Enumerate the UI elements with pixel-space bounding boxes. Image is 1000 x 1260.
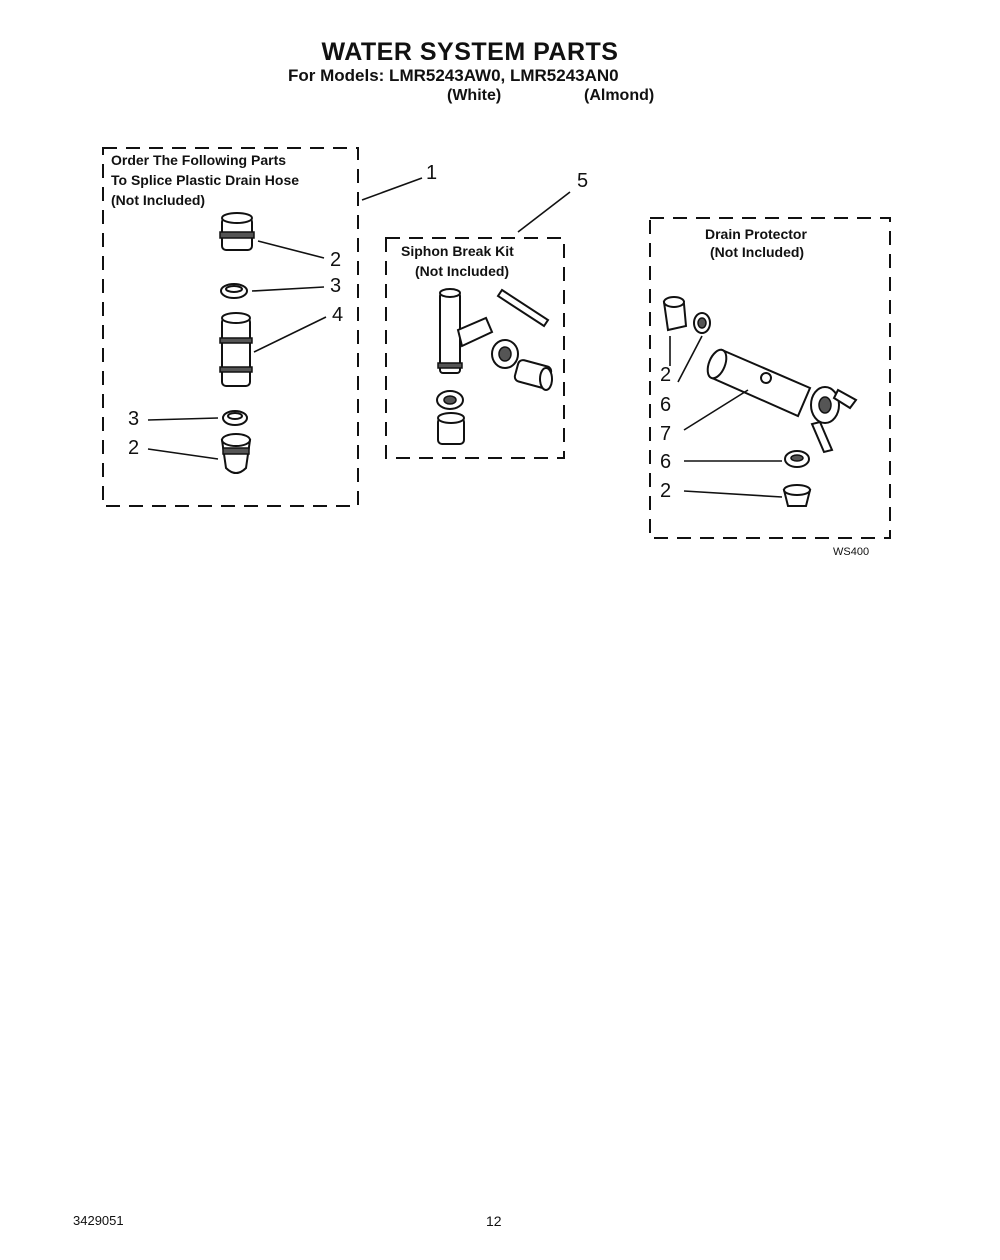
color-white-label: (White) — [447, 87, 502, 104]
protector-cap-top — [664, 297, 686, 330]
protector-cap-bottom — [784, 485, 810, 506]
siphon-connector — [514, 359, 553, 390]
leader-line — [684, 491, 782, 497]
callout-number: 2 — [128, 437, 140, 459]
siphon-nut — [492, 340, 518, 368]
protector-ring-bottom — [785, 451, 809, 467]
page-title: WATER SYSTEM PARTS — [321, 38, 619, 66]
leader-line — [148, 449, 218, 459]
diagram-code: WS400 — [833, 546, 870, 558]
leader-line — [684, 390, 748, 430]
clamp-ring-top — [221, 284, 247, 298]
callout-number: 2 — [660, 364, 672, 386]
protector-group-label-line2: (Not Included) — [710, 244, 805, 260]
siphon-cap — [438, 413, 464, 444]
color-almond-label: (Almond) — [584, 87, 655, 104]
callout-number: 1 — [426, 162, 438, 184]
leader-line — [518, 192, 570, 232]
leader-line — [254, 317, 326, 352]
callout-number: 7 — [660, 423, 672, 445]
splice-group-label-line3: (Not Included) — [111, 192, 206, 208]
clamp-ring-bottom — [223, 411, 247, 425]
siphon-group-label-line1: Siphon Break Kit — [401, 243, 514, 259]
siphon-ring — [437, 391, 463, 409]
callout-number: 3 — [128, 408, 140, 430]
callout-number: 6 — [660, 451, 672, 473]
splice-group-label-line1: Order The Following Parts — [111, 152, 287, 168]
leader-line — [258, 241, 324, 258]
callout-number: 5 — [577, 170, 589, 192]
footer-part-number: 3429051 — [73, 1213, 124, 1228]
drain-protector-body — [704, 347, 856, 452]
protector-group-label-line1: Drain Protector — [705, 226, 807, 242]
leader-line — [678, 336, 702, 382]
splice-connector-top — [220, 213, 254, 250]
splice-tube — [220, 313, 252, 386]
callout-number: 2 — [330, 249, 342, 271]
callout-number: 4 — [332, 304, 344, 326]
protector-ring-top — [694, 313, 710, 333]
siphon-clip — [498, 290, 548, 326]
callout-number: 6 — [660, 394, 672, 416]
footer-page-number: 12 — [486, 1213, 502, 1229]
callout-number: 2 — [660, 480, 672, 502]
siphon-tee-fitting — [438, 289, 492, 373]
models-line: For Models: LMR5243AW0, LMR5243AN0 — [288, 66, 619, 85]
leader-line — [362, 178, 422, 200]
splice-group-label-line2: To Splice Plastic Drain Hose — [111, 172, 300, 188]
splice-connector-bottom — [222, 434, 250, 473]
siphon-group-label-line2: (Not Included) — [415, 263, 510, 279]
leader-line — [148, 418, 218, 420]
callout-number: 3 — [330, 275, 342, 297]
leader-line — [252, 287, 324, 291]
